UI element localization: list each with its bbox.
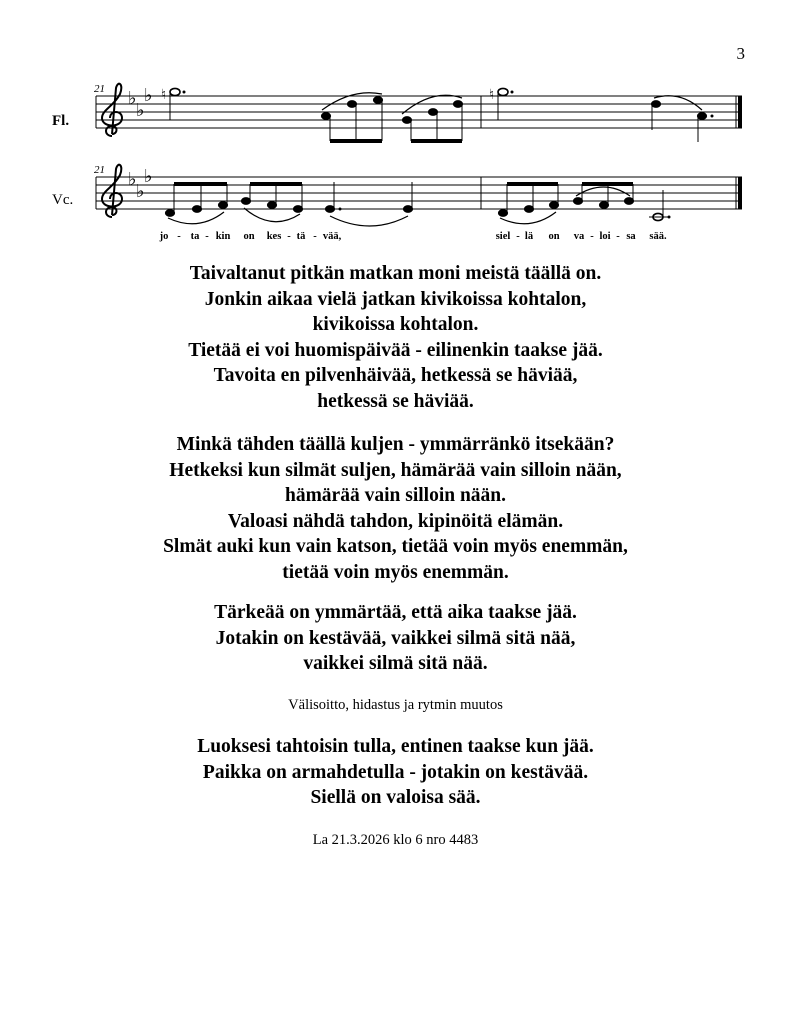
stanza-1 [0,261,791,414]
lyric-line: Valoasi nähdä tahdon, kipinöitä elämän. [227,510,564,532]
lyric-syllable: sää. [649,231,667,242]
eighth-note [218,202,227,209]
quarter-note [403,206,412,213]
lyric-line: hämärää vain silloin nään. [284,485,507,506]
flat-key-signature-icon [128,85,153,121]
eighth-note [524,206,533,213]
lyric-syllable: ta [190,231,200,242]
lyric-hyphen: - [205,231,209,242]
eighth-note [549,202,558,209]
eighth-note [498,210,507,217]
lyric-line: Luoksesi tahtoisin tulla, entinen taakse kun jää. [197,736,594,757]
lyric-hyphen: - [287,231,291,242]
eighth-note [428,109,437,116]
interlude-note: Välisoitto, hidastus ja rytmin muutos [288,697,503,713]
lyric-line: tietää voin myös enemmän. [282,561,509,583]
dotted-quarter-note [325,206,334,213]
lyric-hyphen: - [590,231,594,242]
svg-text:♭: ♭ [144,85,153,106]
cello-label: Vc. [52,192,74,208]
lyric-syllable: jo [159,231,169,242]
page-number: 3 [736,44,745,63]
lyric-syllable: sa [626,231,636,242]
eighth-note [347,101,356,108]
lyric-syllable: on [243,231,255,242]
flute-staff [96,96,742,128]
svg-text:♭: ♭ [128,169,137,190]
lyric-syllable: loi [599,231,611,242]
lyric-hyphen: - [516,231,520,242]
eighth-note [267,202,276,209]
lyric-line: Paikka on armahdetulla - jotakin on kestävää. [202,761,589,783]
flute-notes [161,87,714,142]
lyric-line: Minkä tähden täällä kuljen - ymmärränkö itsekään? [176,434,615,455]
svg-text:♭: ♭ [136,181,145,202]
cello-notes [165,182,670,226]
eighth-note [402,117,411,124]
lyric-syllable: tä [296,231,306,242]
lyric-syllable: kes [266,231,282,242]
stanza-4 [0,734,791,811]
lyric-line: Jotakin on kestävää, vaikkei silmä sitä nää, [215,627,576,649]
lyric-line: Jonkin aikaa vielä jatkan kivikoissa kohtalon, [204,288,587,310]
quarter-note [651,101,660,108]
svg-text:♭: ♭ [144,166,153,187]
eighth-note [624,198,633,205]
lyric-syllable: vää, [322,231,342,242]
eighth-note [241,198,250,205]
eighth-note [453,101,462,108]
lyric-line: Hetkeksi kun silmät suljen, hämärää vain silloin nään, [169,459,622,481]
lyric-hyphen: - [313,231,317,242]
lyric-syllable: va [573,231,585,242]
lyric-line: Tärkeää on ymmärtää, että aika taakse jää. [214,602,577,623]
footer-date: La 21.3.2026 klo 6 nro 4483 [312,832,479,848]
lyric-syllable: lä [524,231,534,242]
svg-text:♭: ♭ [128,88,137,109]
lyric-line: hetkessä se häviää. [317,390,474,412]
cello-staff [96,177,742,209]
stanza-3 [0,600,791,677]
eighth-note [293,206,302,213]
lyric-syllable: siel [495,231,511,242]
half-note [170,88,180,95]
half-note [498,88,508,95]
lyric-line: kivikoissa kohtalon. [312,314,479,335]
flat-key-signature-icon [128,166,153,202]
lyric-line: vaikkei silmä sitä nää. [303,653,488,674]
lyric-syllable: on [548,231,560,242]
lyric-line: Siellä on valoisa sää. [310,787,481,808]
natural-icon: ♮ [489,87,495,103]
dotted-quarter-note [697,113,706,120]
svg-text:♭: ♭ [136,100,145,121]
music-score [0,0,791,250]
flute-label: Fl. [52,113,70,129]
lyric-line: Tietää ei voi huomispäivää - eilinenkin taakse jää. [188,339,603,361]
natural-icon: ♮ [161,87,167,103]
flute-measure-number: 21 [94,83,105,95]
eighth-note [165,210,174,217]
lyric-hyphen: - [616,231,620,242]
eighth-note [573,198,582,205]
eighth-note [321,113,330,120]
eighth-note [192,206,201,213]
stanza-2 [0,432,791,585]
eighth-note [599,202,608,209]
lyric-line: Taivaltanut pitkän matkan moni meistä täällä on. [189,263,602,284]
cello-measure-number: 21 [94,164,105,176]
lyric-hyphen: - [177,231,181,242]
lyric-line: Tavoita en pilvenhäivää, hetkessä se häviää, [213,365,578,386]
lyric-line: Slmät auki kun vain katson, tietää voin myös enemmän, [163,536,628,557]
eighth-note [373,97,382,104]
lyric-syllable: kin [215,231,231,242]
